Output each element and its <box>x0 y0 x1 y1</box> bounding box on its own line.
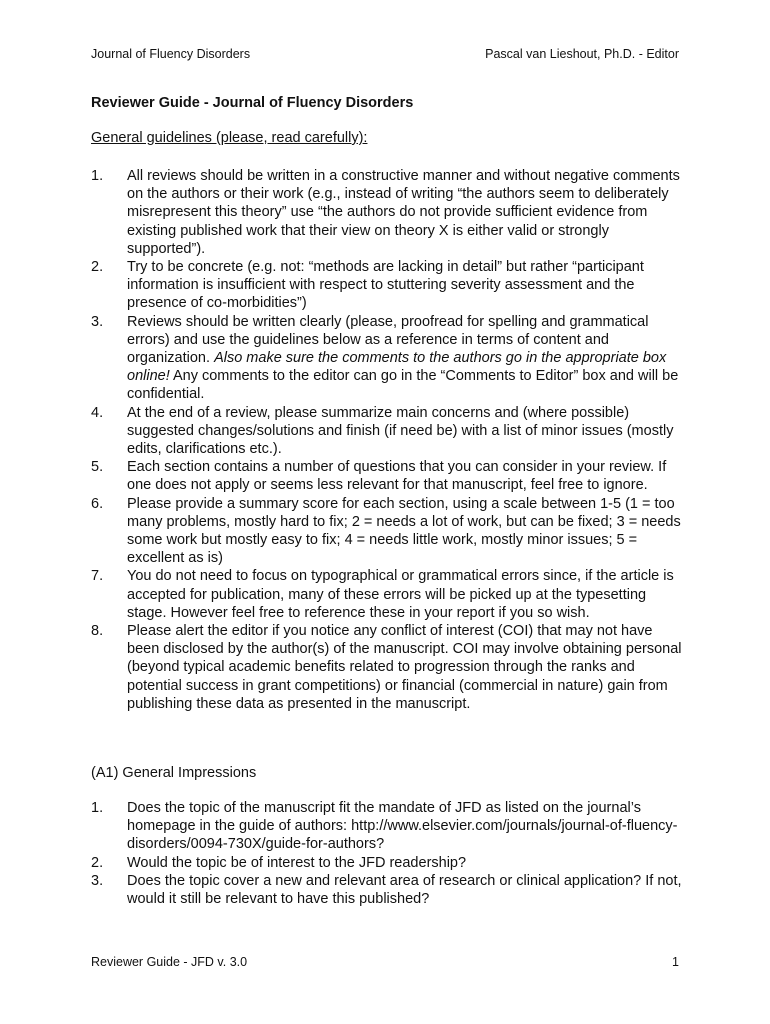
item-number: 7. <box>91 568 104 585</box>
item-number: 1. <box>91 800 104 816</box>
item-text: Would the topic be of interest to the JFD readership? <box>127 854 467 871</box>
list-item <box>91 258 683 313</box>
item-text: Try to be concrete (e.g. not: “methods are lacking in detail” but rather “participant information is insufficient with respect to stuttering severity assessment and the presence of co-morbidities”) <box>127 259 644 312</box>
header-journal: Journal of Fluency Disorders <box>91 47 251 61</box>
guidelines-list <box>91 167 683 713</box>
list-item <box>91 458 683 494</box>
item-number: 3. <box>91 313 104 330</box>
item-number: 2. <box>91 854 104 871</box>
guidelines-heading: General guidelines (please, read carefully): <box>91 130 368 146</box>
item-number: 1. <box>91 168 104 184</box>
list-item <box>91 854 683 872</box>
item-text-italic: Also make sure the comments to the authors go in the appropriate box online! <box>127 350 667 385</box>
list-item <box>91 567 683 622</box>
item-text: At the end of a review, please summarize main concerns and (where possible) suggested changes/solutions and finish (if need be) with a list of minor issues (mostly edits, clarifications etc.). <box>127 404 674 458</box>
item-number: 4. <box>91 404 104 421</box>
item-number: 6. <box>91 495 104 512</box>
page-number: 1 <box>672 955 679 969</box>
item-text: Does the topic cover a new and relevant area of research or clinical application? If not, would it still be relevant to have this published? <box>127 872 682 908</box>
section-a1-list <box>91 799 683 908</box>
item-text: All reviews should be written in a constructive manner and without negative comments on the authors or their work (e.g., instead of writing “the authors seem to deliberately misrepresent this theory” use “the authors do not provide sufficient evidence from existing published work that their view on theory X is either valid or strongly supported”). <box>127 168 680 257</box>
list-item <box>91 404 683 459</box>
page-title: Reviewer Guide - Journal of Fluency Disorders <box>91 95 414 111</box>
header-editor: Pascal van Lieshout, Ph.D. - Editor <box>485 47 679 61</box>
item-text-before: Reviews should be written clearly (please, proofread for spelling and grammatical errors) and use the guidelines below as a reference in terms of content and organization. <box>127 313 649 367</box>
item-text: Please provide a summary score for each section, using a scale between 1-5 (1 = too many problems, mostly hard to fix; 2 = needs a lot of work, but can be fixed; 3 = needs some work but mostly easy to fix; 4 = needs little work, mostly minor issues; 5 = excellent as is) <box>127 495 681 567</box>
list-item <box>91 799 683 854</box>
footer-version: Reviewer Guide - JFD v. 3.0 <box>91 955 248 969</box>
list-item <box>91 622 683 713</box>
item-number: 5. <box>91 459 104 476</box>
item-number: 2. <box>91 259 104 276</box>
item-text: You do not need to focus on typographical or grammatical errors since, if the article is accepted for publication, many of these errors will be picked up at the typesetting stage. However feel free to reference these in your report if you so wish. <box>127 568 674 621</box>
item-number: 3. <box>91 872 104 889</box>
list-item <box>91 495 683 568</box>
item-text: Please alert the editor if you notice any conflict of interest (COI) that may not have been disclosed by the author(s) of the manuscript. COI may involve obtaining personal (beyond typical academic benefits related to progression through the ranks and potential success in grant competitions) or financial (commercial in nature) gain from publishing these data as presented in the manuscript. <box>127 623 682 712</box>
list-item <box>91 167 683 258</box>
list-item <box>91 872 683 908</box>
item-number: 8. <box>91 623 104 640</box>
item-text <box>127 313 683 404</box>
item-text: Does the topic of the manuscript fit the mandate of JFD as listed on the journal’s homepage in the guide of authors: http://www.elsevier.com/journals/journal-of-fluency-disorders/0094-730X/guide-for-authors? <box>127 800 678 853</box>
section-a1-heading: (A1) General Impressions <box>91 765 257 781</box>
item-text-after: Any comments to the editor can go in the “Comments to Editor” box and will be confidential. <box>127 368 679 403</box>
item-text: Each section contains a number of questions that you can consider in your review. If one does not apply or seems less relevant for that manuscript, feel free to ignore. <box>127 459 667 494</box>
list-item <box>91 313 683 404</box>
